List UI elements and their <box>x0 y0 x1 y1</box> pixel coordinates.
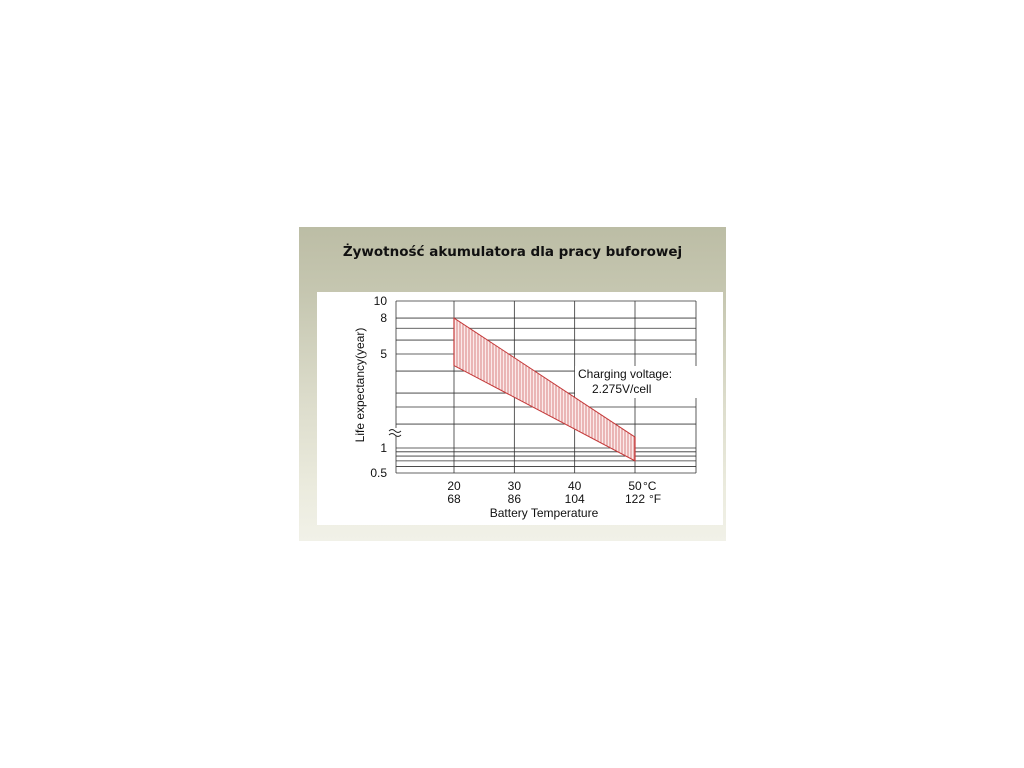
life-expectancy-chart <box>317 292 723 525</box>
x-axis-label: Battery Temperature <box>489 506 599 520</box>
x-tick-label-fahrenheit: 68 <box>447 492 461 506</box>
x-tick-label-fahrenheit: 86 <box>507 492 522 506</box>
axis-break-icon <box>389 428 401 437</box>
annotation-line-2: 2.275V/cell <box>592 382 652 396</box>
x-tick-label-celsius: 50 <box>628 479 642 493</box>
y-tick-label: 5 <box>380 347 387 361</box>
y-axis-label: Life expectancy(year) <box>353 327 367 443</box>
chart-card <box>299 227 726 541</box>
y-tick-label: 10 <box>373 294 387 308</box>
tick-labels <box>370 294 661 506</box>
y-tick-label: 1 <box>380 441 387 455</box>
x-unit-fahrenheit: °F <box>649 492 662 506</box>
x-tick-label-fahrenheit: 104 <box>564 492 585 506</box>
x-tick-label-fahrenheit: 122 <box>624 492 646 506</box>
y-tick-label: 0.5 <box>370 466 387 480</box>
chart-panel <box>317 292 723 525</box>
annotation-line-1: Charging voltage: <box>578 367 673 381</box>
chart-title: Żywotność akumulatora dla pracy buforowej <box>342 244 683 260</box>
x-unit-celsius: °C <box>643 479 657 493</box>
x-tick-label-celsius: 30 <box>507 479 522 493</box>
x-tick-label-celsius: 20 <box>447 479 461 493</box>
y-tick-label: 8 <box>380 311 387 326</box>
x-tick-label-celsius: 40 <box>567 479 582 493</box>
